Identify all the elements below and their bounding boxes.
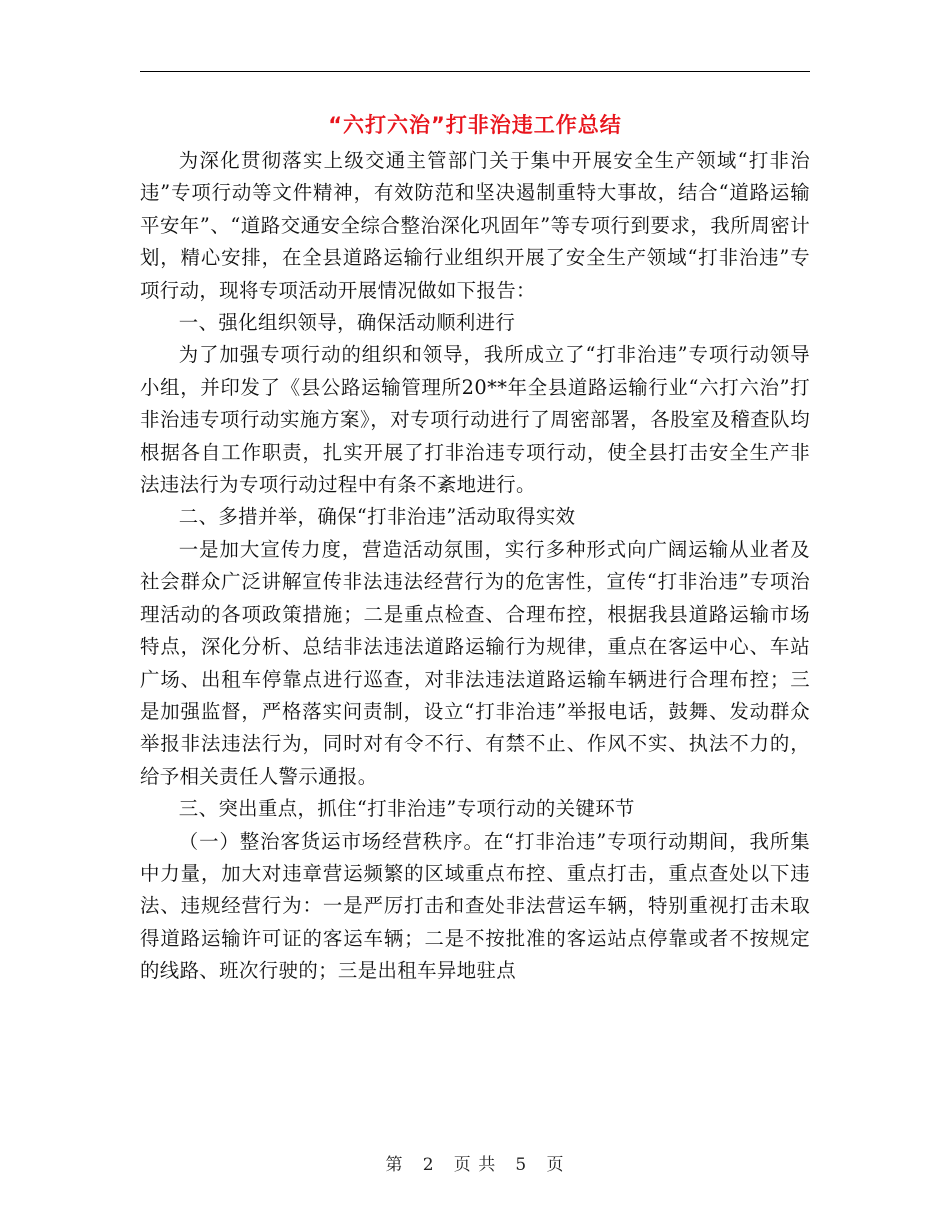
page-prefix: 第: [385, 1155, 404, 1175]
paragraph-section-1: 为了加强专项行动的组织和领导，我所成立了“打非治违”专项行动领导小组，并印发了《县公路运输管理所20**年全县道路运输行业“六打六治”打非治违专项行动实施方案》，对专项行动进行了周密部署，各股室及稽查队均根据各自工作职责，扎实开展了打非治违专项行动，使全县打击安全生产非法违法行为专项行动过程中有条不紊地进行。: [140, 343, 810, 497]
page-footer: [140, 1153, 810, 1177]
page-total: 5: [515, 1155, 528, 1175]
paragraph-section-3: （一）整治客货运市场经营秩序。在“打非治违”专项行动期间，我所集中力量，加大对违章营运频繁的区域重点布控、重点打击，重点查处以下违法、违规经营行为：一是严厉打击和查处非法营运车辆，特别重视打击未取得道路运输许可证的客运车辆；二是不按批准的客运站点停靠或者不按规定的线路、班次行驶的；三是出租车异地驻点: [140, 829, 810, 983]
section-heading-1: 一、强化组织领导，确保活动顺利进行: [178, 311, 516, 335]
section-heading-2: 二、多措并举，确保“打非治违”活动取得实效: [178, 505, 576, 529]
document-body: [140, 145, 810, 988]
page-number: 2: [422, 1155, 435, 1175]
page-suffix: 页: [546, 1155, 565, 1175]
page-middle: 页 共: [453, 1155, 497, 1175]
section-heading-3: 三、突出重点，抓住“打非治违”专项行动的关键环节: [178, 797, 635, 821]
header-rule: [140, 71, 810, 72]
paragraph-intro: 为深化贯彻落实上级交通主管部门关于集中开展安全生产领域“打非治违”专项行动等文件精神，有效防范和坚决遏制重特大事故，结合“道路运输平安年”、“道路交通安全综合整治深化巩固年”等专项行到要求，我所周密计划，精心安排，在全县道路运输行业组织开展了安全生产领域“打非治违”专项行动，现将专项活动开展情况做如下报告：: [140, 149, 810, 302]
paragraph-section-2: 一是加大宣传力度，营造活动氛围，实行多种形式向广阔运输从业者及社会群众广泛讲解宣传非法违法经营行为的危害性，宣传“打非治违”专项治理活动的各项政策措施；二是重点检查、合理布控，根据我县道路运输市场特点，深化分析、总结非法违法道路运输行为规律，重点在客运中心、车站广场、出租车停靠点进行巡查，对非法违法道路运输车辆进行合理布控；三是加强监督，严格落实问责制，设立“打非治违”举报电话，鼓舞、发动群众举报非法违法行为，同时对有令不行、有禁不止、作风不实、执法不力的，给予相关责任人警示通报。: [140, 537, 810, 788]
document-title: “六打六治”打非治违工作总结: [328, 113, 622, 137]
